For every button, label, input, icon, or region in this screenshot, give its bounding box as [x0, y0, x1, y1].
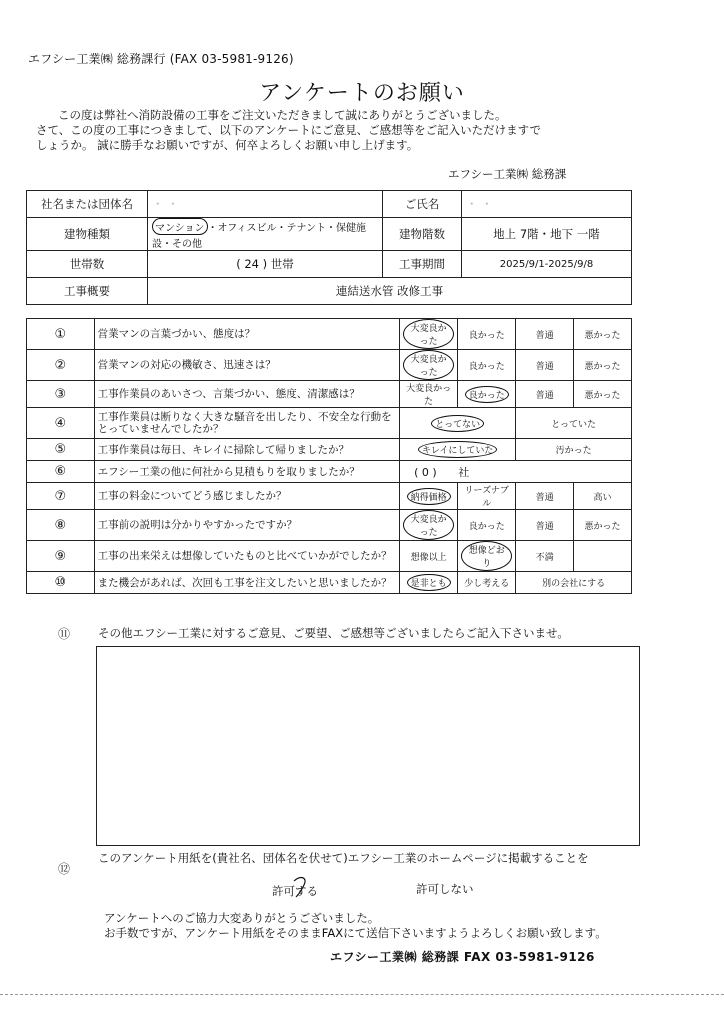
quote-count-value: ( 0 ) — [414, 465, 437, 479]
q11-text: その他エフシー工業に対するご意見、ご要望、ご感想等ございましたらご記入下さいませ。 — [98, 626, 569, 640]
answer-circle: 良かった — [465, 386, 509, 403]
question-number: ① — [27, 319, 95, 350]
option-selected[interactable] — [458, 381, 516, 408]
answer-circle: 大変良かった — [403, 510, 454, 540]
closing-line-2: お手数ですが、アンケート用紙をそのままFAXにて送信下さいますようよろしくお願い致します。 — [104, 926, 607, 940]
table-row — [27, 350, 632, 381]
question-text: 工事作業員は断りなく大きな騒音を出したり、不安全な行動をとっていませんでしたか？ — [94, 408, 399, 439]
option[interactable]: 不満 — [516, 541, 574, 572]
answer-circle: 是非とも — [407, 574, 451, 591]
intro-text — [36, 108, 658, 153]
permit-yes-option[interactable] — [272, 883, 318, 899]
option[interactable]: 別の会社にする — [516, 572, 632, 594]
option-selected[interactable] — [400, 439, 516, 461]
table-row — [27, 541, 632, 572]
question-number: ⑦ — [27, 483, 95, 510]
comment-box[interactable] — [96, 646, 640, 846]
intro-line-1: この度は弊社へ消防設備の工事をご注文いただきまして誠にありがとうございました。 — [58, 108, 507, 122]
floors-field[interactable]: 地上 7階・地下 一階 — [462, 218, 632, 251]
survey-table — [26, 318, 632, 594]
question-text: 工事前の説明は分かりやすかったですか？ — [94, 510, 399, 541]
question-text: エフシー工業の他に何社から見積もりを取りましたか？ — [94, 461, 399, 483]
option[interactable]: 普通 — [516, 350, 574, 381]
option[interactable]: 高い — [574, 483, 632, 510]
option-selected[interactable] — [400, 510, 458, 541]
info-table — [26, 190, 632, 305]
fax-header: エフシー工業㈱ 総務課行 (FAX 03-5981-9126) — [28, 52, 294, 66]
answer-circle: 大変良かった — [403, 350, 454, 380]
question-text: また機会があれば、次回も工事を注文したいと思いましたか？ — [94, 572, 399, 594]
question-number: ⑧ — [27, 510, 95, 541]
households-label: 世帯数 — [27, 251, 148, 278]
answer-circle: 大変良かった — [403, 319, 454, 349]
option[interactable]: 悪かった — [574, 350, 632, 381]
answer-circle: 想像どおり — [461, 541, 512, 571]
period-field[interactable]: 2025/9/1-2025/9/8 — [462, 251, 632, 278]
summary-label: 工事概要 — [27, 278, 148, 305]
floors-label: 建物階数 — [383, 218, 462, 251]
quote-count-unit: 社 — [458, 465, 470, 479]
company-field[interactable]: ・ ・ — [148, 191, 383, 218]
table-row — [27, 319, 632, 350]
question-text: 工事作業員は毎日、キレイに掃除して帰りましたか？ — [94, 439, 399, 461]
q11-number: ⑪ — [58, 627, 71, 641]
option[interactable]: 汚かった — [516, 439, 632, 461]
question-text: 営業マンの言葉づかい、態度は？ — [94, 319, 399, 350]
closing-text — [104, 911, 607, 941]
summary-field[interactable]: 連結送水管 改修工事 — [148, 278, 632, 305]
closing-line-1: アンケートへのご協力大変ありがとうございました。 — [104, 911, 380, 925]
option[interactable]: 良かった — [458, 350, 516, 381]
q12-number: ⑫ — [58, 862, 71, 876]
company-label: 社名または団体名 — [27, 191, 148, 218]
building-type-selected: マンション — [152, 218, 208, 235]
option-selected[interactable] — [400, 483, 458, 510]
footer-contact: エフシー工業㈱ 総務課 FAX 03-5981-9126 — [330, 950, 595, 964]
q12-text: このアンケート用紙を(貴社名、団体名を伏せて)エフシー工業のホームページに掲載することを — [98, 851, 589, 865]
question-number: ⑤ — [27, 439, 95, 461]
option[interactable]: 良かった — [458, 510, 516, 541]
intro-signature: エフシー工業㈱ 総務課 — [448, 167, 567, 181]
intro-line-3: しょうか。 誠に勝手なお願いですが、何卒よろしくお願い申し上げます。 — [36, 138, 419, 152]
name-label: ご氏名 — [383, 191, 462, 218]
question-number: ④ — [27, 408, 95, 439]
households-field[interactable]: ( 24 ) 世帯 — [148, 251, 383, 278]
option-selected[interactable] — [400, 319, 458, 350]
question-text: 営業マンの対応の機敏さ、迅速さは？ — [94, 350, 399, 381]
option-selected[interactable] — [400, 572, 458, 594]
table-row — [27, 461, 632, 483]
answer-circle: 納得価格 — [407, 488, 451, 505]
option[interactable]: リーズナブル — [458, 483, 516, 510]
option[interactable]: 悪かった — [574, 381, 632, 408]
question-text: 工事の料金についてどう感じましたか？ — [94, 483, 399, 510]
option[interactable]: 悪かった — [574, 319, 632, 350]
table-row — [27, 510, 632, 541]
option[interactable]: 普通 — [516, 510, 574, 541]
question-text: 工事作業員のあいさつ、言葉づかい、態度、清潔感は？ — [94, 381, 399, 408]
question-number: ⑥ — [27, 461, 95, 483]
building-type-label: 建物種類 — [27, 218, 148, 251]
answer-circle: キレイにしていた — [418, 441, 497, 458]
page-title: アンケートのお願い — [259, 81, 465, 106]
intro-line-2: さて、この度の工事につきまして、以下のアンケートにご意見、ご感想等をご記入いただけますで — [36, 123, 541, 137]
question-number: ② — [27, 350, 95, 381]
option[interactable]: 良かった — [458, 319, 516, 350]
table-row — [27, 381, 632, 408]
table-row — [27, 408, 632, 439]
table-row — [27, 483, 632, 510]
building-type-field[interactable]: マンション ・オフィスビル・テナント・保健施設・その他 — [148, 218, 383, 251]
option[interactable]: 大変良かった — [400, 381, 458, 408]
option[interactable]: 悪かった — [574, 510, 632, 541]
check-mark-icon — [288, 873, 314, 899]
question-number: ⑩ — [27, 572, 95, 594]
option-selected[interactable] — [458, 541, 516, 572]
table-row — [27, 439, 632, 461]
option-selected[interactable] — [400, 350, 458, 381]
question-number: ⑨ — [27, 541, 95, 572]
answer-circle: とってない — [431, 415, 484, 432]
empty-option — [574, 541, 632, 572]
option[interactable]: 普通 — [516, 319, 574, 350]
permit-no-option[interactable]: 許可しない — [416, 882, 474, 896]
table-row — [27, 572, 632, 594]
question-number: ③ — [27, 381, 95, 408]
period-label: 工事期間 — [383, 251, 462, 278]
option[interactable]: 少し考える — [458, 572, 516, 594]
name-field[interactable]: ・ ・ — [462, 191, 632, 218]
bottom-dashed-line — [0, 994, 724, 995]
option[interactable]: とっていた — [516, 408, 632, 439]
option[interactable]: 普通 — [516, 381, 574, 408]
question-text: 工事の出来栄えは想像していたものと比べていかがでしたか？ — [94, 541, 399, 572]
option-selected[interactable] — [400, 408, 516, 439]
option[interactable]: 想像以上 — [400, 541, 458, 572]
quote-count-field[interactable] — [400, 461, 632, 483]
permit-yes-label: 許可する — [272, 884, 318, 898]
option[interactable]: 普通 — [516, 483, 574, 510]
